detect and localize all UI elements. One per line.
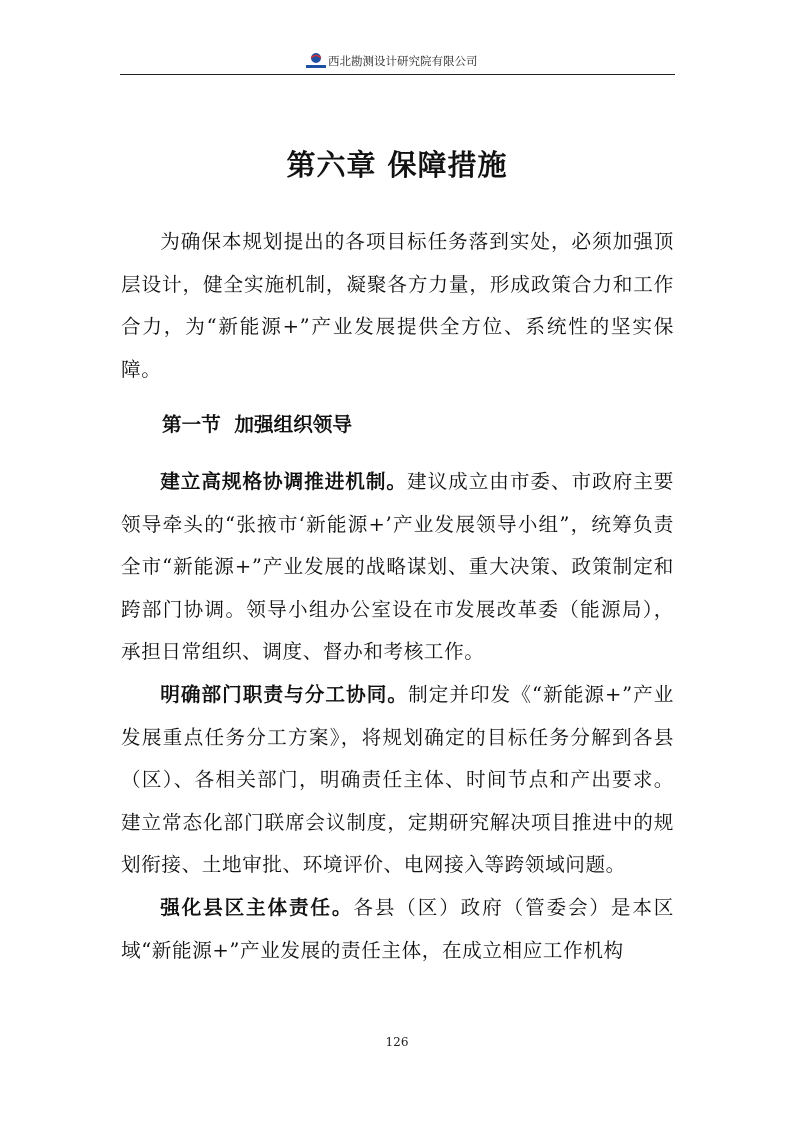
paragraph-text: 制定并印发《“新能源+”产业发展重点任务分工方案》，将规划确定的目标任务分解到各县（区）、各相关部门，明确责任主体、时间节点和产出要求。建立常态化部门联席会议制度，定期研究解决项目推进中的规划衔接、土地审批、环境评价、电网接入等跨领域问题。: [121, 682, 674, 877]
intro-paragraph-block: [121, 221, 674, 391]
body-paragraph: [121, 461, 674, 674]
paragraph-text: 建议成立由市委、市政府主要领导牵头的“张掖市‘新能源+’产业发展领导小组”，统筹负责全市“新能源+”产业发展的战略谋划、重大决策、政策制定和跨部门协调。领导小组办公室设在市发展改革委（能源局），承担日常组织、调度、督办和考核工作。: [121, 470, 674, 664]
paragraph-lead: 明确部门职责与分工协同。: [160, 682, 409, 706]
chapter-title: 第六章 保障措施: [286, 148, 508, 182]
section-title: 第一节 加强组织领导: [162, 413, 352, 436]
paragraph-lead: 强化县区主体责任。: [160, 895, 354, 919]
paragraph-text: 各县（区）政府（管委会）是本区域“新能源+”产业发展的责任主体，在成立相应工作机构: [121, 895, 674, 962]
section-body: [121, 461, 674, 972]
body-paragraph: [121, 887, 674, 972]
page-header: [120, 50, 675, 75]
powerchina-logo-icon: [305, 52, 327, 70]
intro-paragraph: 为确保本规划提出的各项目标任务落到实处，必须加强顶层设计，健全实施机制，凝聚各方力量，形成政策合力和工作合力，为“新能源+”产业发展提供全方位、系统性的坚实保障。: [121, 230, 674, 381]
page-number: 126: [385, 1035, 409, 1049]
body-paragraph: [121, 674, 674, 887]
company-name: 西北勘测设计研究院有限公司: [328, 54, 478, 68]
paragraph-lead: 建立高规格协调推进机制。: [160, 470, 407, 493]
